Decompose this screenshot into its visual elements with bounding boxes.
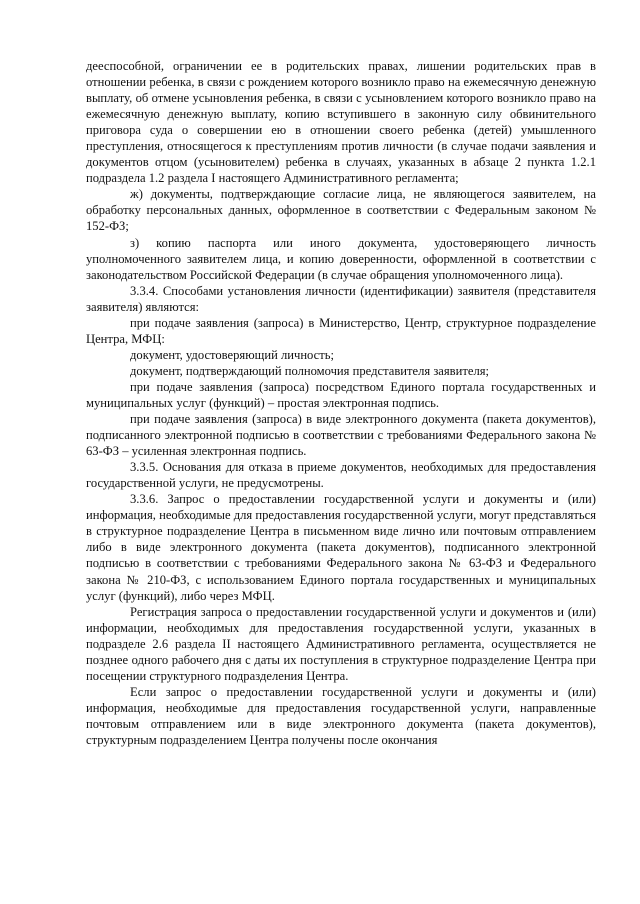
- paragraph-in-person-submission: при подаче заявления (запроса) в Министерство, Центр, структурное подразделение Центра, МФЦ:: [86, 315, 596, 346]
- paragraph-electronic-submission: при подаче заявления (запроса) в виде электронного документа (пакета документов), подписанного электронной подписью в соответствии с требованиями Федерального закона № 63-ФЗ – усиленная электронная подпись.: [86, 412, 596, 459]
- paragraph-portal-submission: при подаче заявления (запроса) посредством Единого портала государственных и муниципальных услуг (функций) – простая электронная подпись.: [86, 379, 596, 410]
- paragraph-3-3-6: 3.3.6. Запрос о предоставлении государственной услуги и документы и (или) информация, необходимые для предоставления государственной услуги, могут представляться в структурное подразделение Центра в письменном виде лично или почтовым отправлением либо в виде электронного документа (пакета документов), подписанного электронной подписью в соответствии с требованиями Федерального закона № 63-ФЗ и Федерального закона № 210-ФЗ, с использованием Единого портала государственных и муниципальных услуг (функций), либо через МФЦ.: [86, 492, 596, 603]
- paragraph-identity-document: документ, удостоверяющий личность;: [130, 347, 335, 362]
- paragraph-3-3-5: 3.3.5. Основания для отказа в приеме документов, необходимых для предоставления государственной услуги, не предусмотрены.: [86, 460, 596, 491]
- paragraph-postal-request: Если запрос о предоставлении государственной услуги и документы и (или) информация, необходимые для предоставления государственной услуги, направленные почтовым отправлением или в виде электронного документа (пакета документов), структурным подразделением Центра получены после окончания: [86, 684, 596, 747]
- paragraph-item-zh: ж) документы, подтверждающие согласие лица, не являющегося заявителем, на обработку персональных данных, оформленное в соответствии с Федеральным законом № 152-ФЗ;: [86, 187, 596, 234]
- paragraph-item-z: з) копию паспорта или иного документа, удостоверяющего личность уполномоченного заявителем лица, и копию доверенности, оформленной в соответствии с законодательством Российской Федерации (в случае обращения уполномоченного лица).: [86, 235, 596, 282]
- paragraph-authority-document: документ, подтверждающий полномочия представителя заявителя;: [130, 363, 490, 378]
- paragraph-3-3-4: 3.3.4. Способами установления личности (идентификации) заявителя (представителя заявителя) являются:: [86, 283, 596, 314]
- paragraph-registration: Регистрация запроса о предоставлении государственной услуги и документов и (или) информации, необходимых для предоставления государственной услуги, указанных в подразделе 2.6 раздела II настоящего Административного регламента, осуществляется не позднее одного рабочего дня с даты их поступления в структурное подразделение Центра при посещении структурного подразделения Центра.: [86, 604, 596, 683]
- document-page: [86, 58, 596, 748]
- paragraph-continuation: дееспособной, ограничении ее в родительских правах, лишении родительских прав в отношении ребенка, в связи с рождением которого возникло право на ежемесячную денежную выплату, об отмене усыновления ребенка, в связи с усыновлением которого возникло право на ежемесячную денежную выплату, копию вступившего в законную силу обвинительного приговора суда о совершении ею в отношении своего ребенка (детей) умышленного преступления, относящегося к преступлениям против личности (в случае подачи заявления и документов отцом (усыновителем) ребенка в случаях, указанных в абзаце 2 пункта 1.2.1 подраздела 1.2 раздела I настоящего Административного регламента;: [86, 59, 596, 186]
